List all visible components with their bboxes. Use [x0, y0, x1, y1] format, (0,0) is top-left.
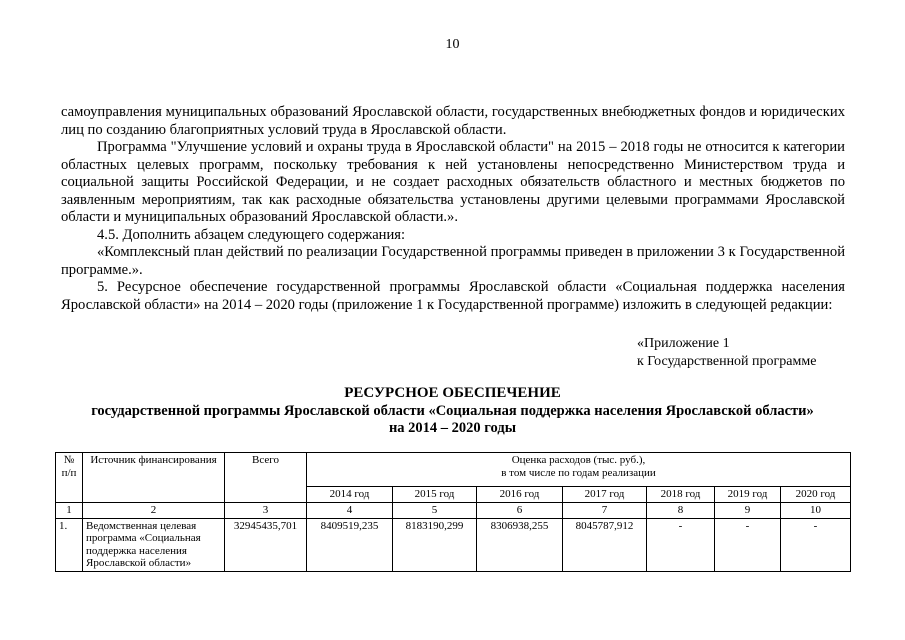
- header-estimate: [307, 453, 851, 487]
- column-number: 5: [393, 503, 477, 519]
- row-year-value: -: [647, 518, 715, 571]
- row-year-value: -: [781, 518, 851, 571]
- header-year: 2020 год: [781, 487, 851, 503]
- header-total: Всего: [225, 453, 307, 503]
- column-number: 9: [715, 503, 781, 519]
- paragraph: 4.5. Дополнить абзацем следующего содержания:: [97, 226, 406, 243]
- title-line: на 2014 – 2020 годы: [388, 420, 517, 436]
- header-no: № п/п: [56, 453, 83, 503]
- header-year: 2014 год: [307, 487, 393, 503]
- column-number: 10: [781, 503, 851, 519]
- row-total: 32945435,701: [225, 518, 307, 571]
- appendix-line: «Приложение 1: [637, 336, 730, 351]
- title-line: РЕСУРСНОЕ ОБЕСПЕЧЕНИЕ: [344, 385, 561, 401]
- header-year: 2019 год: [715, 487, 781, 503]
- header-estimate-sub: в том числе по годам реализации: [501, 466, 656, 479]
- row-year-value: -: [715, 518, 781, 571]
- header-year: 2015 год: [393, 487, 477, 503]
- header-source: Источник финансирования: [83, 453, 225, 503]
- column-number: 1: [56, 503, 83, 519]
- header-year: 2016 год: [477, 487, 563, 503]
- column-number: 7: [563, 503, 647, 519]
- row-year-value: 8045787,912: [563, 518, 647, 571]
- header-estimate-line: Оценка расходов (тыс. руб.),: [511, 454, 646, 466]
- appendix-note: [637, 335, 816, 371]
- row-year-value: 8409519,235: [307, 518, 393, 571]
- table-title: [0, 384, 905, 437]
- column-number: 4: [307, 503, 393, 519]
- column-number: 6: [477, 503, 563, 519]
- row-year-value: 8306938,255: [477, 518, 563, 571]
- title-line: государственной программы Ярославской области «Социальная поддержка населения Ярославской области»: [91, 403, 814, 419]
- row-year-value: 8183190,299: [393, 518, 477, 571]
- paragraph: 5. Ресурсное обеспечение государственной программы Ярославской области «Социальная поддержка населения Ярославской области» на 2014 – 2020 годы (приложение 1 к Государственной программе) изложить в следующей редакции:: [61, 279, 845, 313]
- paragraph: самоуправления муниципальных образований Ярославской области, государственных внебюджетных фондов и юридических лиц по созданию благоприятных условий труда в Ярославской области.: [61, 104, 845, 138]
- paragraph: Программа "Улучшение условий и охраны труда в Ярославской области" на 2015 – 2018 годы не относится к категории областных целевых программ, поскольку требования к ней установлены непосредственно Министерством труда и социальной защиты Российской Федерации, и не создает расходных обязательств областного и местных бюджетов по заявленным мероприятиям, так как расходные обязательства установлены другими целевыми программами Ярославской области и муниципальных образований Ярославской области.».: [61, 139, 845, 225]
- page-number: 10: [445, 37, 460, 52]
- appendix-line: к Государственной программе: [637, 354, 817, 369]
- header-year: 2017 год: [563, 487, 647, 503]
- row-no: 1.: [56, 518, 83, 571]
- table-row: [56, 518, 851, 571]
- column-number: 2: [83, 503, 225, 519]
- column-number: 3: [225, 503, 307, 519]
- header-year: 2018 год: [647, 487, 715, 503]
- body-text: [61, 104, 845, 314]
- column-number: 8: [647, 503, 715, 519]
- paragraph: «Комплексный план действий по реализации Государственной программы приведен в приложении 3 к Государственной программе.».: [61, 244, 845, 278]
- financing-table: [55, 452, 851, 572]
- row-source: Ведомственная целевая программа «Социальная поддержка населения Ярославской области»: [83, 518, 225, 571]
